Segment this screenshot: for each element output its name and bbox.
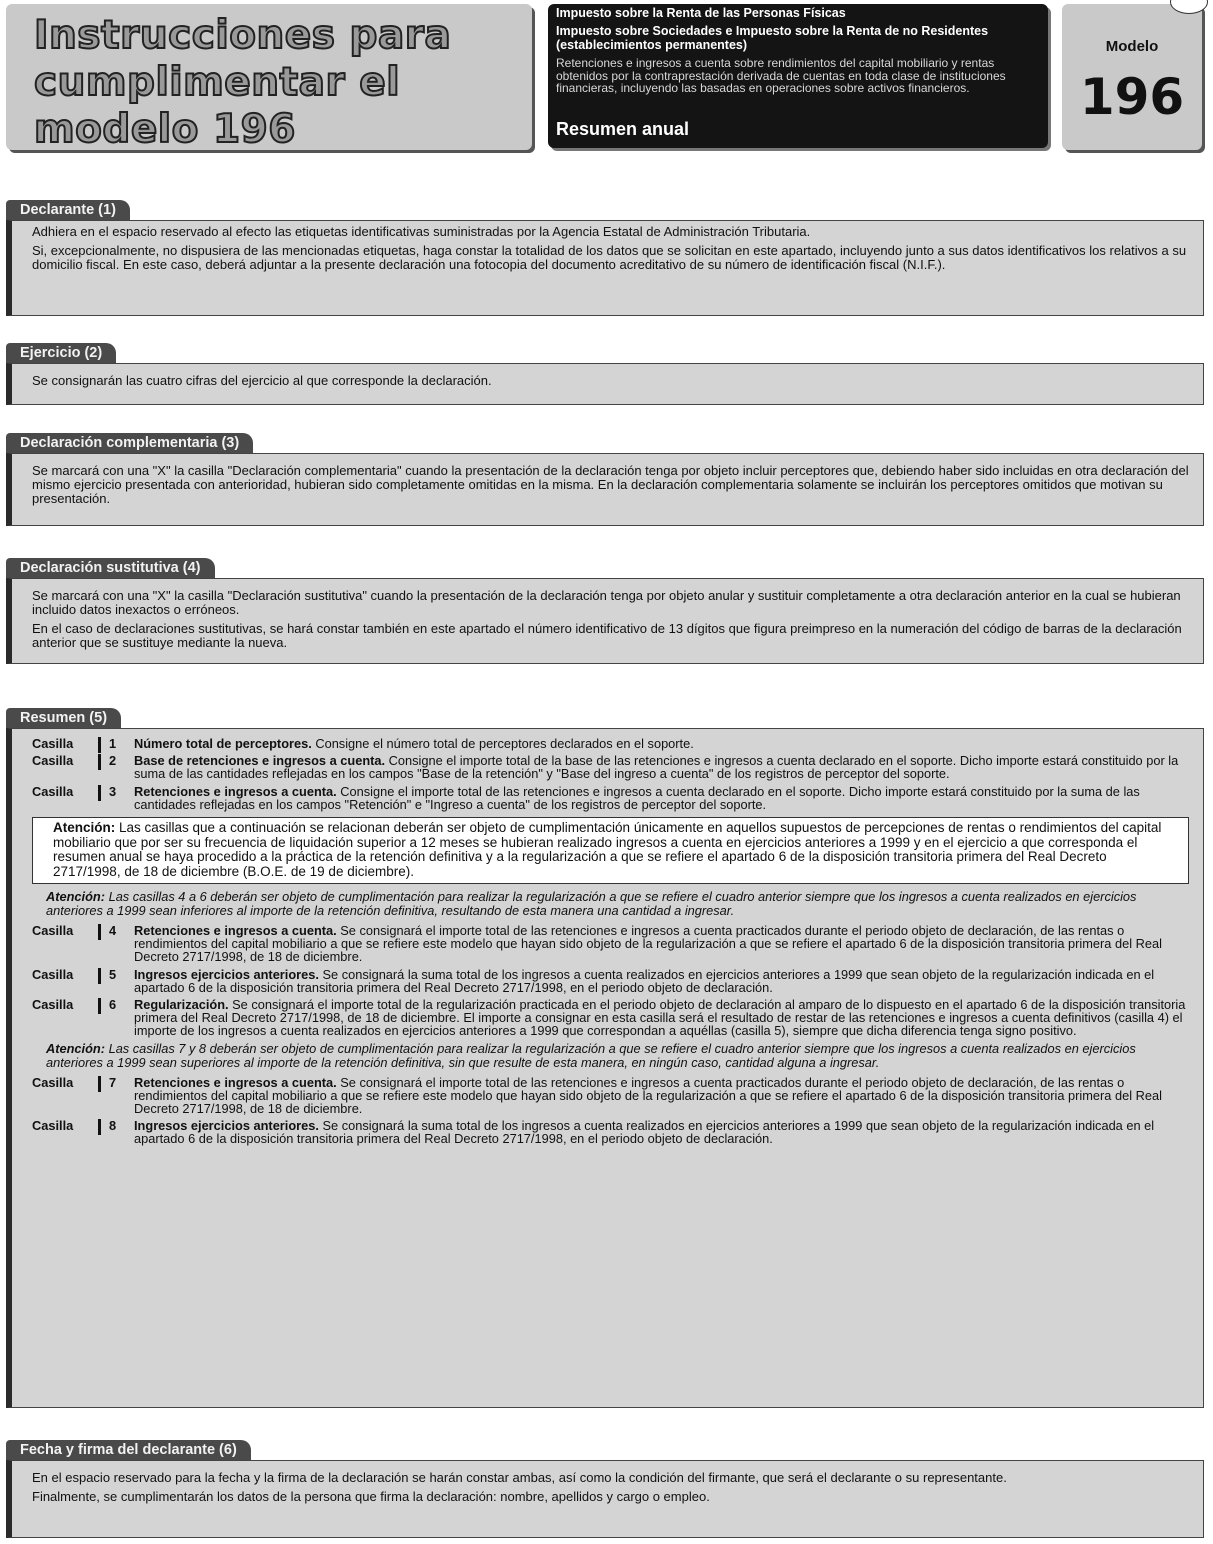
casilla-title: Regularización. — [134, 997, 229, 1013]
tax-description: Retenciones e ingresos a cuenta sobre rendimientos del capital mobiliario y rentas obtenidos por la contraprestación derivada de cuentas en toda clase de instituciones financieras, incluyendo las basadas en operaciones sobre activos financieros. — [556, 56, 1006, 95]
casilla-title: Retenciones e ingresos a cuenta. — [134, 783, 337, 799]
model-panel — [1062, 4, 1202, 150]
atencion-text: Las casillas 7 y 8 deberán ser objeto de cumplimentación para realizar la regularización a que se refiere el cuadro anterior siempre que los ingresos a cuenta realizados en ejercicios anteriores a 1999 sean superiores al importe de la retención definitiva, sin que resulte de esta manera, en ningún caso, cantidad alguna a ingresar. — [46, 1040, 1136, 1070]
casilla-row — [32, 785, 1189, 811]
casilla-title: Número total de perceptores. — [134, 736, 312, 751]
casilla-row — [32, 737, 1189, 750]
section-firma — [6, 1460, 1204, 1538]
tax-description-panel — [548, 4, 1048, 148]
casilla-text: Se consignará el importe total de las retenciones e ingresos a cuenta practicados durante el periodo objeto de declaración, de las rentas o rendimientos del capital mobiliario a que se refiere este modelo que hayan sido objeto de la regularización a que se refiere el apartado 6 de la disposición transitoria primera del Real Decreto 2717/1998, de 18 de diciembre. — [134, 1074, 1162, 1117]
casilla-number: 4 — [98, 924, 124, 940]
atencion-label: Atención: — [53, 820, 116, 836]
casilla-label: Casilla — [32, 1118, 74, 1134]
declarante-paragraph-2: Si, excepcionalmente, no dispusiera de las mencionadas etiquetas, haga constar la totalidad de los datos que se solicitan en este apartado, incluyendo junto a sus datos identificativos los relativos a su domicilio fiscal. En este caso, deberá adjuntar a la presente declaración una fotocopia del documento acreditativo de su número de identificación fiscal (N.I.F.). — [32, 243, 1187, 272]
casilla-title: Ingresos ejercicios anteriores. — [134, 1118, 319, 1134]
firma-paragraph-1: En el espacio reservado para la fecha y la firma de la declaración se harán constar ambas, así como la condición del firmante, que será el declarante o su representante. — [32, 1470, 1007, 1485]
casilla-row — [32, 998, 1189, 1038]
section-sustitutiva — [6, 578, 1204, 664]
model-number: 196 — [1079, 68, 1185, 126]
casilla-title: Base de retenciones e ingresos a cuenta. — [134, 753, 386, 769]
ejercicio-paragraph-1: Se consignarán las cuatro cifras del ejercicio al que corresponde la declaración. — [32, 373, 492, 388]
declarante-paragraph-1: Adhiera en el espacio reservado al efecto las etiquetas identificativas suministradas por la Agencia Estatal de Administración Tributaria. — [32, 224, 811, 239]
corner-stamp-icon — [1170, 0, 1208, 14]
casilla-row — [32, 1076, 1189, 1116]
casilla-number: 1 — [98, 737, 124, 753]
section-resumen — [6, 728, 1204, 1408]
section-tab-declarante: Declarante (1) — [6, 200, 130, 220]
casilla-text: Se consignará el importe total de las retenciones e ingresos a cuenta practicados durante el periodo objeto de declaración, de las rentas o rendimientos del capital mobiliario a que se refiere este modelo que hayan sido objeto de la regularización a que se refiere el apartado 6 de la disposición transitoria primera del Real Decreto 2717/1998, de 18 de diciembre. — [134, 923, 1162, 965]
firma-paragraph-2: Finalmente, se cumplimentarán los datos de la persona que firma la declaración: nombre, apellidos y cargo o empleo. — [32, 1489, 710, 1504]
casilla-label: Casilla — [32, 783, 74, 799]
casilla-row — [32, 924, 1189, 964]
casilla-number: 6 — [98, 998, 124, 1014]
casilla-title: Retenciones e ingresos a cuenta. — [134, 1074, 337, 1090]
section-tab-complementaria: Declaración complementaria (3) — [6, 433, 253, 453]
casilla-row — [32, 754, 1189, 780]
section-tab-resumen: Resumen (5) — [6, 708, 121, 728]
casilla-text: Consigne el importe total de la base de las retenciones e ingresos a cuenta declarado en el soporte. Dicho importe estará constituido por la suma de las cantidades reflejadas en los campos "Base de la retención" y "Base del ingreso a cuenta" de los registros de perceptor del soporte. — [134, 753, 1179, 782]
casilla-number: 8 — [98, 1119, 124, 1135]
casilla-number: 7 — [98, 1076, 124, 1092]
section-tab-ejercicio: Ejercicio (2) — [6, 343, 116, 363]
casilla-label: Casilla — [32, 923, 74, 939]
complementaria-paragraph-1: Se marcará con una "X" la casilla "Declaración complementaria" cuando la presentación de la declaración tenga por objeto incluir perceptores que, debiendo haber sido incluidas en otra declaración del mismo ejercicio presentada con anterioridad, hubieran sido completamente omitidas en la misma. En la declaración complementaria solamente se incluirán los perceptores omitidos que motivan su presentación. — [32, 463, 1189, 506]
casilla-row — [32, 1119, 1189, 1145]
casilla-text: Se consignará la suma total de los ingresos a cuenta realizados en ejercicios anteriores a 1999 que sean objeto de la regularización indicada en el apartado 6 de la disposición transitoria primera del Real Decreto 2717/1998, en el periodo objeto de declaración. — [134, 966, 1155, 995]
section-ejercicio — [6, 363, 1204, 405]
atencion-box — [32, 817, 1189, 884]
casilla-row — [32, 968, 1189, 994]
title-panel — [6, 4, 532, 150]
atencion-note-7-8 — [46, 1042, 1189, 1070]
model-label: Modelo — [1105, 38, 1159, 55]
casilla-number: 3 — [98, 785, 124, 801]
tax-line-irpf: Impuesto sobre la Renta de las Personas Físicas — [556, 6, 846, 20]
sustitutiva-paragraph-1: Se marcará con una "X" la casilla "Declaración sustitutiva" cuando la presentación de la declaración tenga por objeto anular y sustituir completamente a otra declaración anterior en la cual se hubieran incluido datos inexactos o erróneos. — [32, 588, 1181, 617]
casilla-label: Casilla — [32, 736, 74, 751]
atencion-note-4-6 — [46, 890, 1189, 918]
casilla-text: Consigne el número total de perceptores declarados en el soporte. — [311, 736, 694, 751]
casilla-label: Casilla — [32, 753, 74, 769]
casilla-title: Retenciones e ingresos a cuenta. — [134, 923, 337, 939]
section-complementaria — [6, 453, 1204, 526]
atencion-label: Atención: — [46, 889, 106, 905]
summary-label: Resumen anual — [556, 119, 690, 139]
casilla-number: 5 — [98, 968, 124, 984]
section-tab-sustitutiva: Declaración sustitutiva (4) — [6, 558, 215, 578]
casilla-text: Consigne el importe total de las retenciones e ingresos a cuenta declarado en el soporte. Dicho importe estará constituido por la suma de las cantidades reflejadas en los campos "Retención" e "Ingreso a cuenta" de los registros de perceptor del soporte. — [134, 783, 1140, 812]
casilla-text: Se consignará la suma total de los ingresos a cuenta realizados en ejercicios anteriores a 1999 que sean objeto de la regularización indicada en el apartado 6 de la disposición transitoria primera del Real Decreto 2717/1998, en el periodo objeto de declaración. — [134, 1118, 1155, 1147]
casilla-label: Casilla — [32, 997, 74, 1013]
casilla-number: 2 — [98, 754, 124, 770]
casilla-label: Casilla — [32, 1074, 74, 1090]
page-title: Instrucciones para cumplimentar el modelo 196 — [34, 13, 452, 152]
casilla-label: Casilla — [32, 966, 74, 982]
tax-line-sociedades: Impuesto sobre Sociedades e Impuesto sobre la Renta de no Residentes (establecimientos permanentes) — [556, 24, 989, 52]
atencion-label: Atención: — [46, 1040, 106, 1056]
section-tab-firma: Fecha y firma del declarante (6) — [6, 1440, 251, 1460]
casilla-text: Se consignará el importe total de la regularización practicada en el periodo objeto de declaración al amparo de lo dispuesto en el apartado 6 de la disposición transitoria primera del Real Decreto 2717/1998, de 18 de diciembre. El importe a consignar en esta casilla será el resultado de restar de las retenciones e ingresos a cuenta definitivos (casilla 4) el importe de los ingresos a cuenta realizados en ejercicios anteriores a 1999 que correspondan a aquéllas (casilla 5), siempre que dicha diferencia tenga signo positivo. — [134, 997, 1186, 1039]
atencion-box-text: Las casillas que a continuación se relacionan deberán ser objeto de cumplimentación únicamente en aquellos supuestos de percepciones de rentas o rendimientos del capital mobiliario que por ser su frecuencia de liquidación superior a 12 meses se hubieran realizado ingresos a cuenta en ejercicios anteriores a 1999 y en el ejercicio a que corresponda el resumen anual se haya procedido a la práctica de la retención definitiva y a la regularización a que se refiere el apartado 6 de la disposición transitoria primera del Real Decreto 2717/1998, de 18 de diciembre (B.O.E. de 19 de diciembre). — [53, 820, 1162, 879]
section-declarante — [6, 220, 1204, 316]
atencion-text: Las casillas 4 a 6 deberán ser objeto de cumplimentación para realizar la regularización a que se refiere el cuadro anterior siempre que los ingresos a cuenta realizados en ejercicios anteriores a 1999 sean inferiores al importe de la retención definitiva, resultando de esta manera una cantidad a ingresar. — [46, 889, 1137, 919]
sustitutiva-paragraph-2: En el caso de declaraciones sustitutivas, se hará constar también en este apartado el número identificativo de 13 dígitos que figura preimpreso en la numeración del código de barras de la declaración anterior que se sustituye mediante la nueva. — [32, 621, 1182, 650]
casilla-title: Ingresos ejercicios anteriores. — [134, 966, 319, 982]
